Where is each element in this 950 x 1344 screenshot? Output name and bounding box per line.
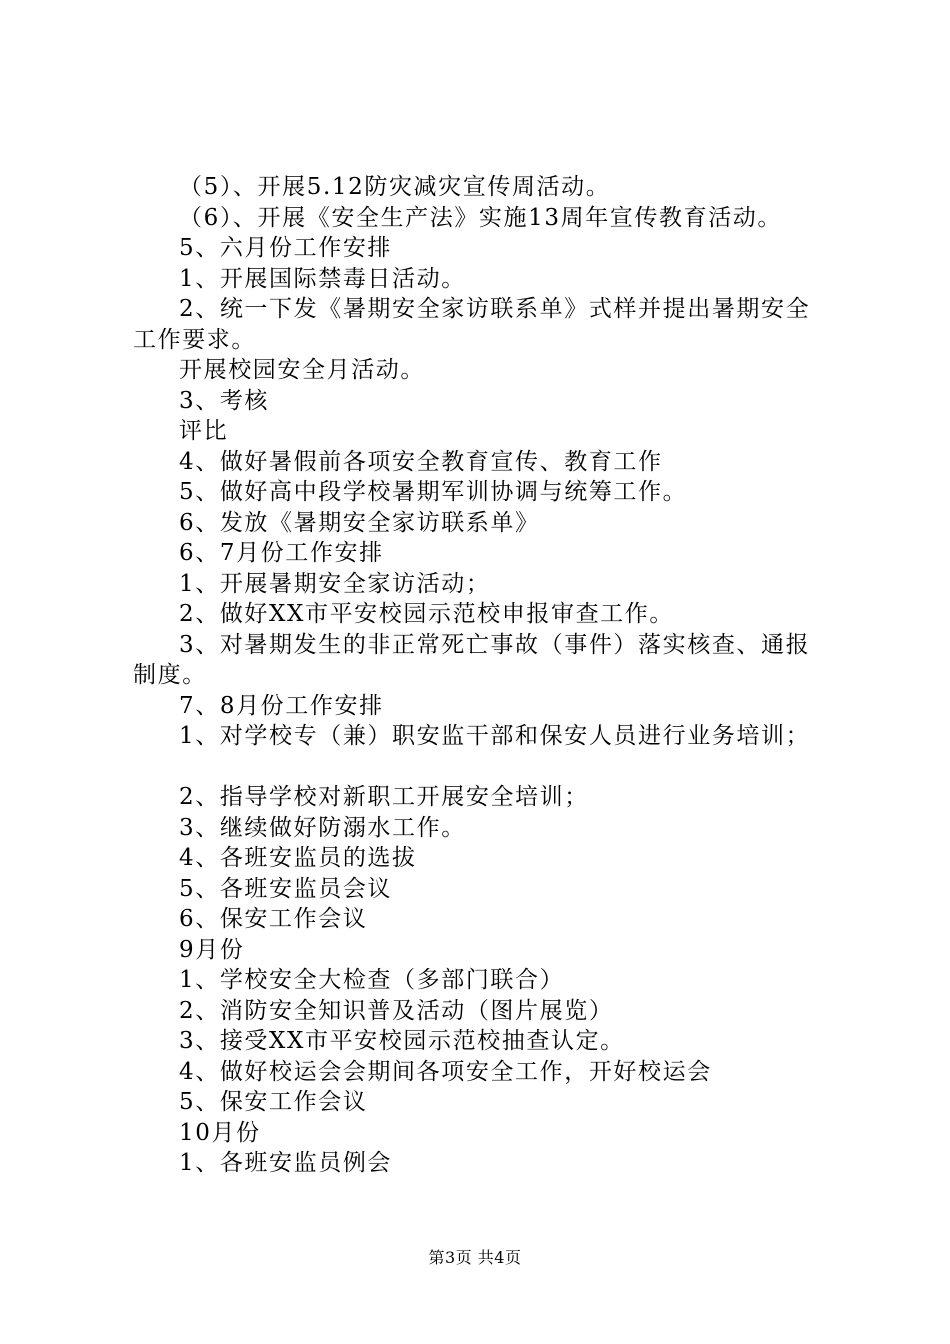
text-line: 4、各班安监员的选拔 <box>179 845 417 871</box>
text-line: 评比 <box>179 418 229 444</box>
text-line: （6）、开展《安全生产法》实施13周年宣传教育活动。 <box>179 204 782 231</box>
text-line: 10月份 <box>179 1119 261 1146</box>
text-line: 3、对暑期发生的非正常死亡事故（事件）落实核查、通报 <box>179 631 811 658</box>
text-line: 1、开展国际禁毒日活动。 <box>179 265 466 292</box>
text-line: 工作要求。 <box>133 326 256 353</box>
text-line: 2、指导学校对新职工开展安全培训； <box>179 784 589 810</box>
text-line: 2、统一下发《暑期安全家访联系单》式样并提出暑期安全 <box>179 296 811 322</box>
text-line: 5、六月份工作安排 <box>179 235 393 261</box>
text-line: 5、保安工作会议 <box>179 1089 368 1115</box>
text-line: 2、消防安全知识普及活动（图片展览） <box>179 997 614 1024</box>
text-line: 6、保安工作会议 <box>179 906 368 932</box>
text-line: 3、接受XX市平安校园示范校抽查认定。 <box>179 1028 625 1054</box>
document-body <box>133 172 833 1179</box>
text-line: 7、8月份工作安排 <box>179 692 384 719</box>
text-line: 4、做好暑假前各项安全教育宣传、教育工作 <box>179 448 663 475</box>
text-line: 6、7月份工作安排 <box>179 540 384 566</box>
text-line: 开展校园安全月活动。 <box>179 357 425 383</box>
text-line: 2、做好XX市平安校园示范校申报审查工作。 <box>179 601 674 627</box>
page-footer: 第3页 共4页 <box>428 1248 522 1267</box>
text-line: 1、开展暑期安全家访活动； <box>179 570 491 597</box>
text-line: （5）、开展5.12防灾减灾宣传周活动。 <box>179 174 611 200</box>
text-line: 4、做好校运会会期间各项安全工作，开好校运会 <box>179 1058 712 1085</box>
text-line: 3、考核 <box>179 387 270 414</box>
text-line: 制度。 <box>133 662 207 688</box>
text-line: 3、继续做好防溺水工作。 <box>179 814 466 841</box>
blank-line <box>133 752 833 783</box>
text-line: 1、学校安全大检查（多部门联合） <box>179 967 565 993</box>
text-line: 1、各班安监员例会 <box>179 1150 393 1176</box>
text-line: 5、各班安监员会议 <box>179 875 393 902</box>
text-line: 1、对学校专（兼）职安监干部和保安人员进行业务培训； <box>179 723 811 749</box>
text-line: 6、发放《暑期安全家访联系单》 <box>179 509 540 536</box>
text-line: 9月份 <box>179 936 245 963</box>
text-line: 5、做好高中段学校暑期军训协调与统筹工作。 <box>179 479 688 505</box>
